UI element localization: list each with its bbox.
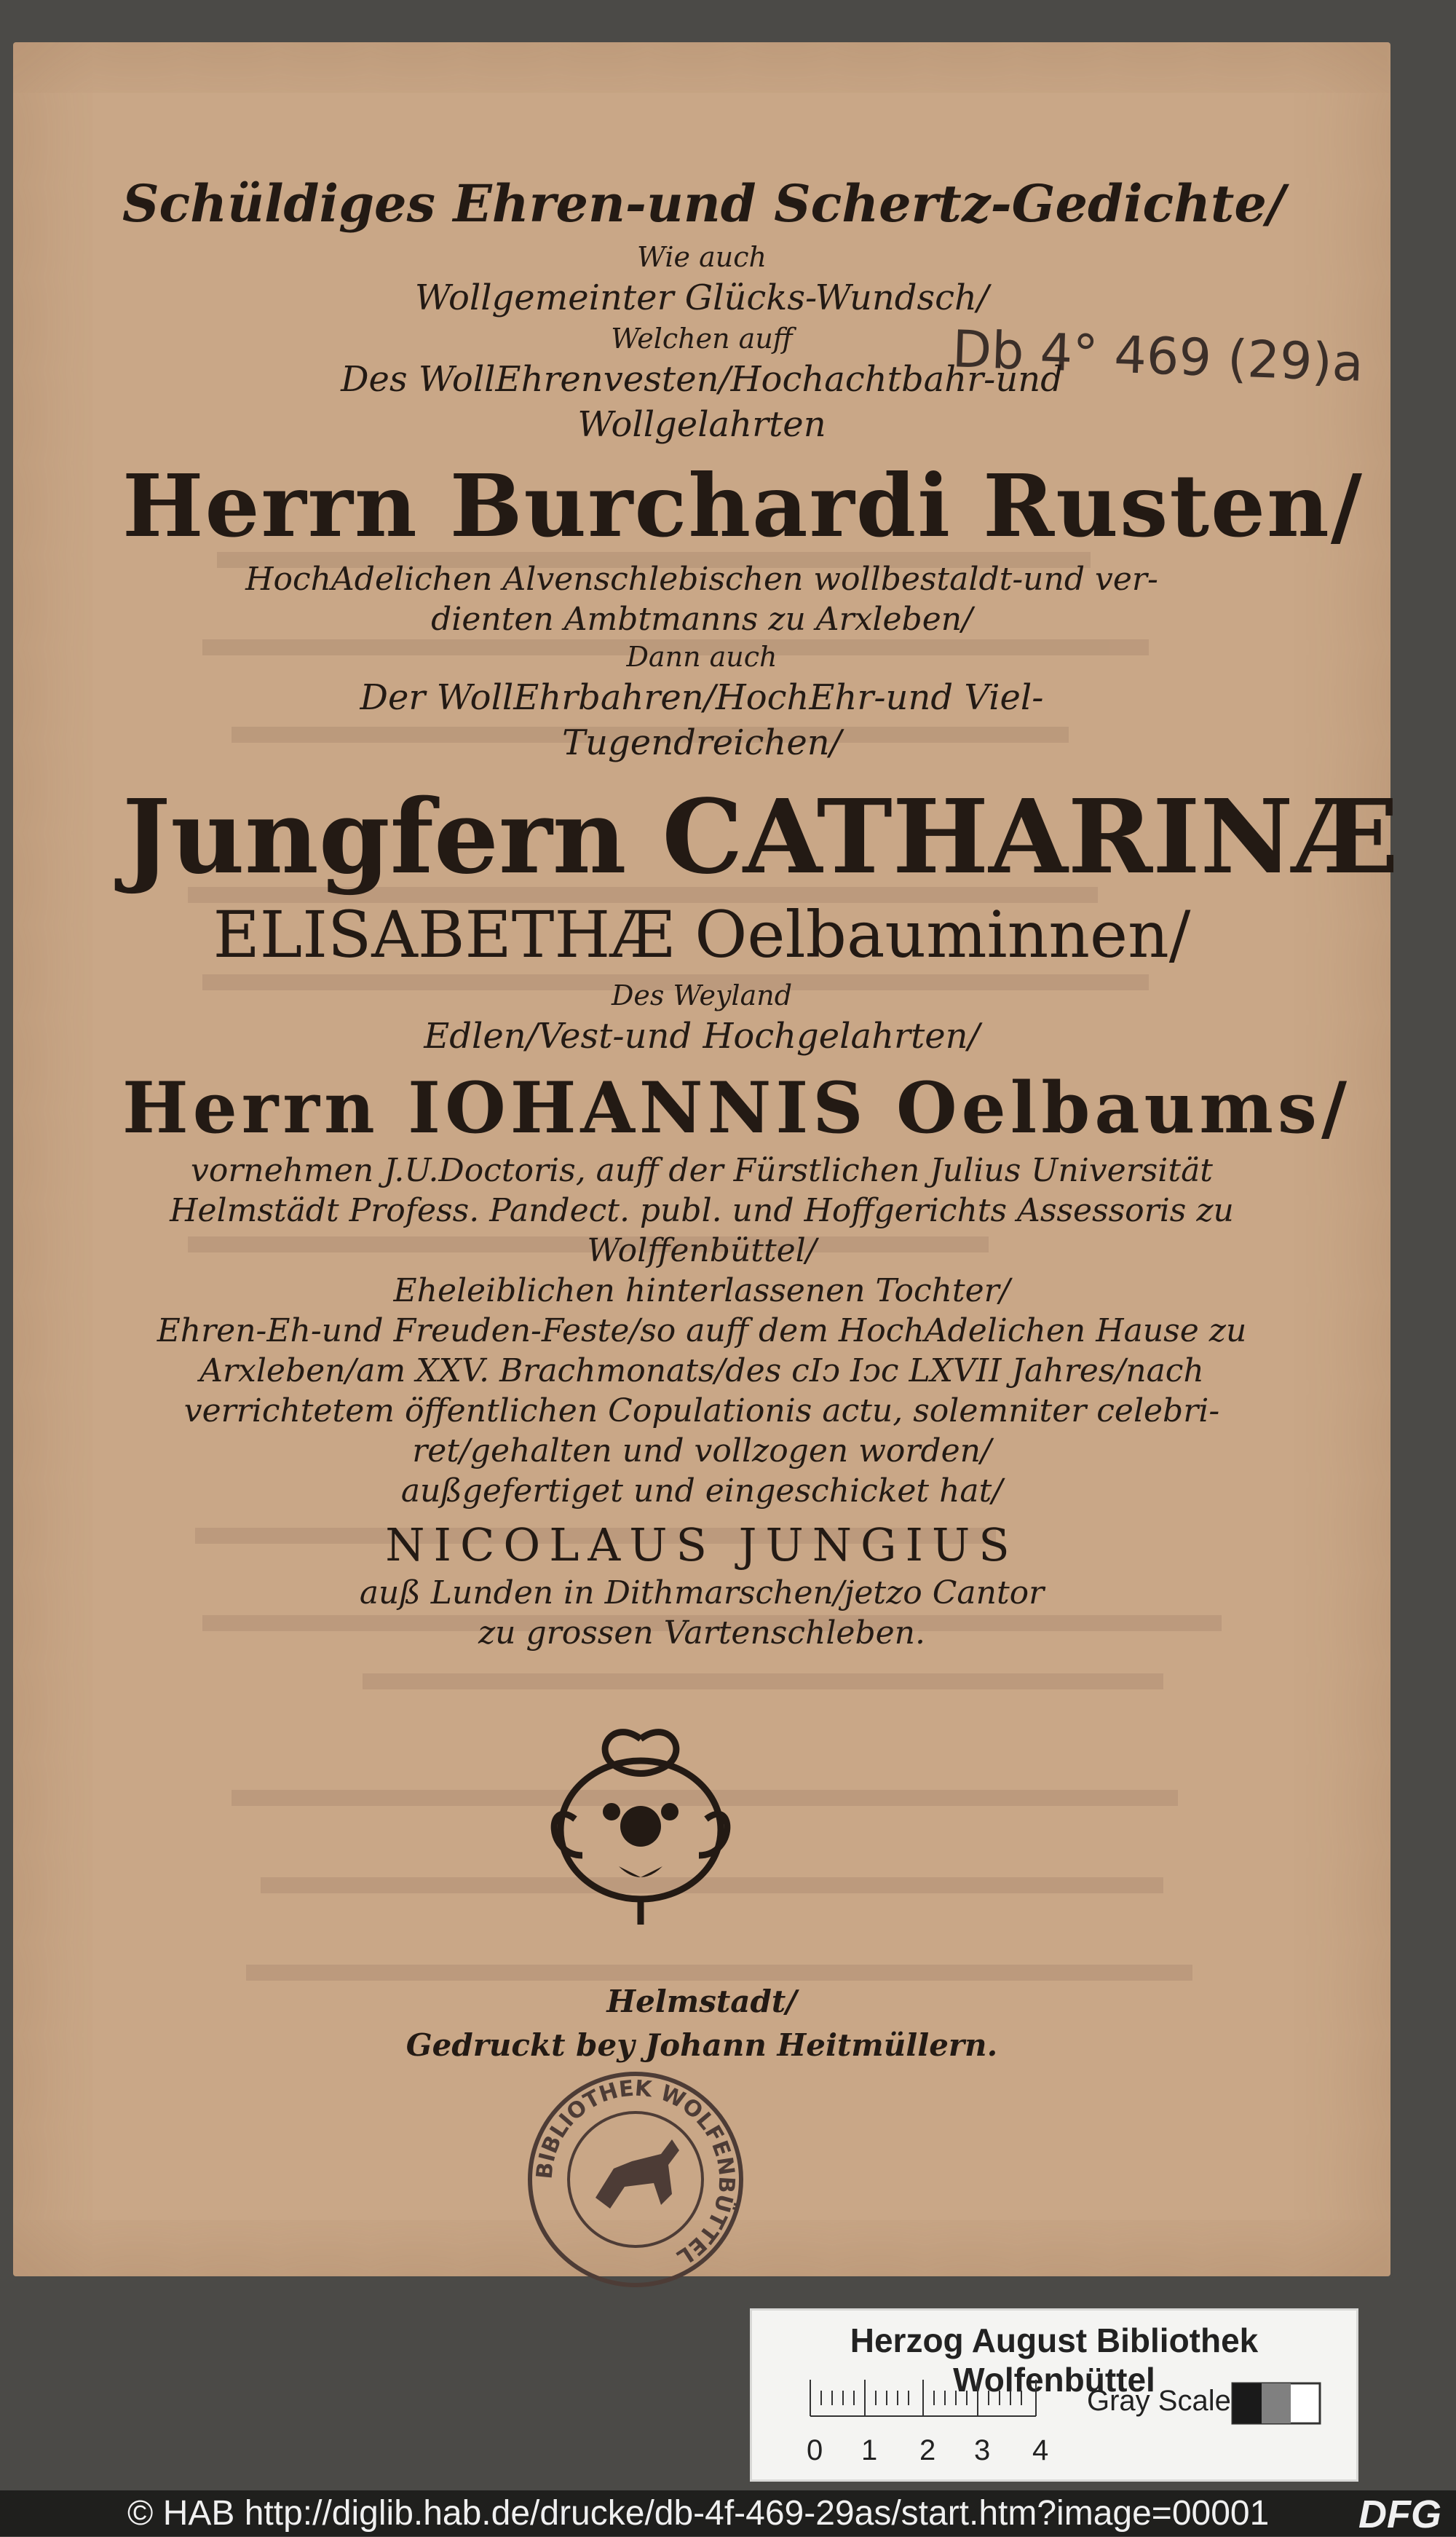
printers-ornament-icon bbox=[531, 1710, 750, 1928]
bride-name: Jungfern CATHARINÆ bbox=[122, 778, 1399, 897]
title-line: verrichtetem öffentlichen Copulationis actu, solemniter celebri- bbox=[183, 1392, 1220, 1429]
title-line: Wollgelahrten bbox=[577, 404, 826, 445]
horse-icon bbox=[596, 2139, 679, 2209]
library-stamp bbox=[523, 2067, 748, 2292]
title-line: Dann auch bbox=[626, 641, 778, 673]
scale-number: 3 bbox=[974, 2434, 991, 2466]
title-line: Wie auch bbox=[637, 241, 767, 273]
title-line: auß Lunden in Dithmarschen/jetzo Cantor bbox=[359, 1574, 1045, 1611]
shelfmark-annotation: Db 4° 469 (29)a bbox=[951, 319, 1365, 393]
title-line: Welchen auff bbox=[611, 323, 793, 355]
title-line: außgefertiget und eingeschicket hat/ bbox=[400, 1472, 1003, 1510]
footer-url[interactable]: © HAB http://diglib.hab.de/drucke/db-4f-469-29as/start.htm?image=00001 bbox=[127, 2494, 1270, 2533]
title-page-text bbox=[122, 173, 1399, 1654]
title-line: Helmstädt Profess. Pandect. publ. und Hoffgerichts Assessoris zu bbox=[170, 1192, 1234, 1229]
title-line: Ehren-Eh-und Freuden-Feste/so auff dem HochAdelichen Hause zu bbox=[157, 1312, 1247, 1349]
title-line: Tugendreichen/ bbox=[562, 722, 842, 763]
stamp-text: BIBLIOTHEK WOLFENBÜTTEL bbox=[531, 2075, 740, 2270]
title-line: vornehmen J.U.Doctoris, auff der Fürstlichen Julius Universität bbox=[191, 1152, 1213, 1189]
father-name: Herrn IOHANNIS Oelbaums/ bbox=[122, 1067, 1352, 1149]
institution-label: Herzog August Bibliothek Wolfenbüttel bbox=[850, 2321, 1259, 2399]
title-line: Wollgemeinter Glücks-Wundsch/ bbox=[414, 277, 989, 318]
title-line: ret/gehalten und vollzogen worden/ bbox=[412, 1432, 992, 1469]
title-line: HochAdelichen Alvenschlebischen wollbestaldt-und ver- bbox=[245, 561, 1158, 598]
title-line: Der WollEhrbahren/HochEhr-und Viel- bbox=[360, 677, 1044, 718]
gray-scale-ruler bbox=[781, 2372, 1334, 2474]
bride-name-second: ELISABETHÆ Oelbauminnen/ bbox=[213, 897, 1191, 972]
document-page bbox=[13, 42, 1399, 2276]
author-name: NICOLAUS JUNGIUS bbox=[385, 1518, 1018, 1571]
imprint-place: Helmstadt/ bbox=[606, 1984, 797, 2019]
title-line: Edlen/Vest-und Hochgelahrten/ bbox=[424, 1016, 980, 1057]
groom-name: Herrn Burchardi Rusten/ bbox=[122, 455, 1364, 556]
scale-number: 4 bbox=[1032, 2434, 1049, 2466]
title-line: Wolffenbüttel/ bbox=[587, 1232, 817, 1269]
scale-number: 0 bbox=[807, 2434, 823, 2466]
title-line: dienten Ambtmanns zu Arxleben/ bbox=[431, 601, 973, 638]
scale-number: 1 bbox=[861, 2434, 878, 2466]
dfg-logo: DFG bbox=[1358, 2493, 1441, 2536]
title-line: Eheleiblichen hinterlassenen Tochter/ bbox=[393, 1272, 1010, 1309]
title-line: zu grossen Vartenschleben. bbox=[478, 1614, 925, 1652]
title-line: Arxleben/am XXV. Brachmonats/des cIↄ Iↄc LXVII Jahres/nach bbox=[199, 1352, 1204, 1389]
footer-bar bbox=[0, 2490, 1456, 2536]
gray-scale-label: Gray Scale bbox=[1087, 2385, 1231, 2417]
title-line: Des Weyland bbox=[611, 979, 793, 1011]
red-ruler-strip bbox=[0, 0, 66, 2536]
imprint-printer: Gedruckt bey Johann Heitmüllern. bbox=[405, 2027, 998, 2063]
scale-number: 2 bbox=[919, 2434, 936, 2466]
title-line: Schüldiges Ehren-und Schertz-Gedichte/ bbox=[122, 173, 1286, 234]
title-line: Des WollEhrenvesten/Hochachtbahr-und bbox=[341, 359, 1063, 400]
color-calibration-card bbox=[750, 2308, 1358, 2482]
